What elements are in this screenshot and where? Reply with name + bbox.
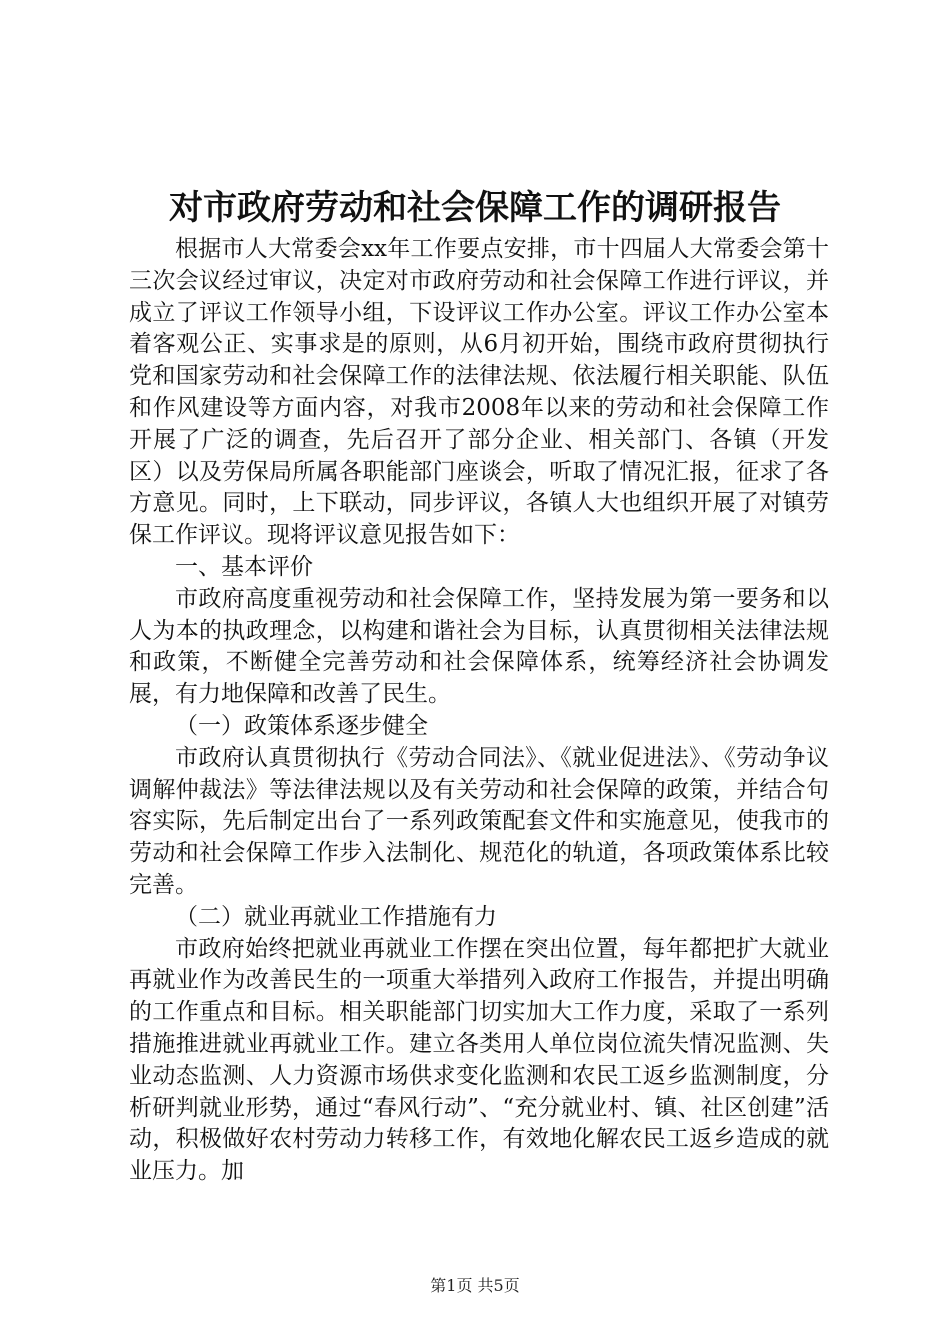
paragraph-basic-evaluation: 市政府高度重视劳动和社会保障工作，坚持发展为第一要务和以人为本的执政理念，以构建和谐社会为目标，认真贯彻相关法律法规和政策，不断健全完善劳动和社会保障体系，统筹经济社会协调发展，有力地保障和改善了民生。 (129, 585, 829, 708)
page-footer: 第1页 共5页 (430, 1276, 520, 1295)
subsection-heading-policy-system: （一）政策体系逐步健全 (175, 712, 428, 739)
section-heading-basic-evaluation: 一、基本评价 (175, 553, 313, 580)
subsection-heading-employment: （二）就业再就业工作措施有力 (175, 903, 497, 930)
paragraph-intro: 根据市人大常委会xx年工作要点安排，市十四届人大常委会第十三次会议经过审议，决定对市政府劳动和社会保障工作进行评议，并成立了评议工作领导小组，下设评议工作办公室。评议工作办公室本着客观公正、实事求是的原则，从6月初开始，围绕市政府贯彻执行党和国家劳动和社会保障工作的法律法规、依法履行相关职能、队伍和作风建设等方面内容，对我市2008年以来的劳动和社会保障工作开展了广泛的调查，先后召开了部分企业、相关部门、各镇（开发区）以及劳保局所属各职能部门座谈会，听取了情况汇报，征求了各方意见。同时，上下联动，同步评议，各镇人大也组织开展了对镇劳保工作评议。现将评议意见报告如下： (129, 236, 829, 549)
document-title: 对市政府劳动和社会保障工作的调研报告 (169, 188, 781, 228)
document-body (129, 234, 829, 1188)
paragraph-employment: 市政府始终把就业再就业工作摆在突出位置，每年都把扩大就业再就业作为改善民生的一项重大举措列入政府工作报告，并提出明确的工作重点和目标。相关职能部门切实加大工作力度，采取了一系列措施推进就业再就业工作。建立各类用人单位岗位流失情况监测、失业动态监测、人力资源市场供求变化监测和农民工返乡监测制度，分析研判就业形势，通过“春风行动”、“充分就业村、镇、社区创建”活动，积极做好农村劳动力转移工作，有效地化解农民工返乡造成的就业压力。加 (129, 935, 829, 1185)
paragraph-policy-system: 市政府认真贯彻执行《劳动合同法》、《就业促进法》、《劳动争议调解仲裁法》等法律法规以及有关劳动和社会保障的政策，并结合句容实际，先后制定出台了一系列政策配套文件和实施意见，使我市的劳动和社会保障工作步入法制化、规范化的轨道，各项政策体系比较完善。 (129, 744, 829, 898)
